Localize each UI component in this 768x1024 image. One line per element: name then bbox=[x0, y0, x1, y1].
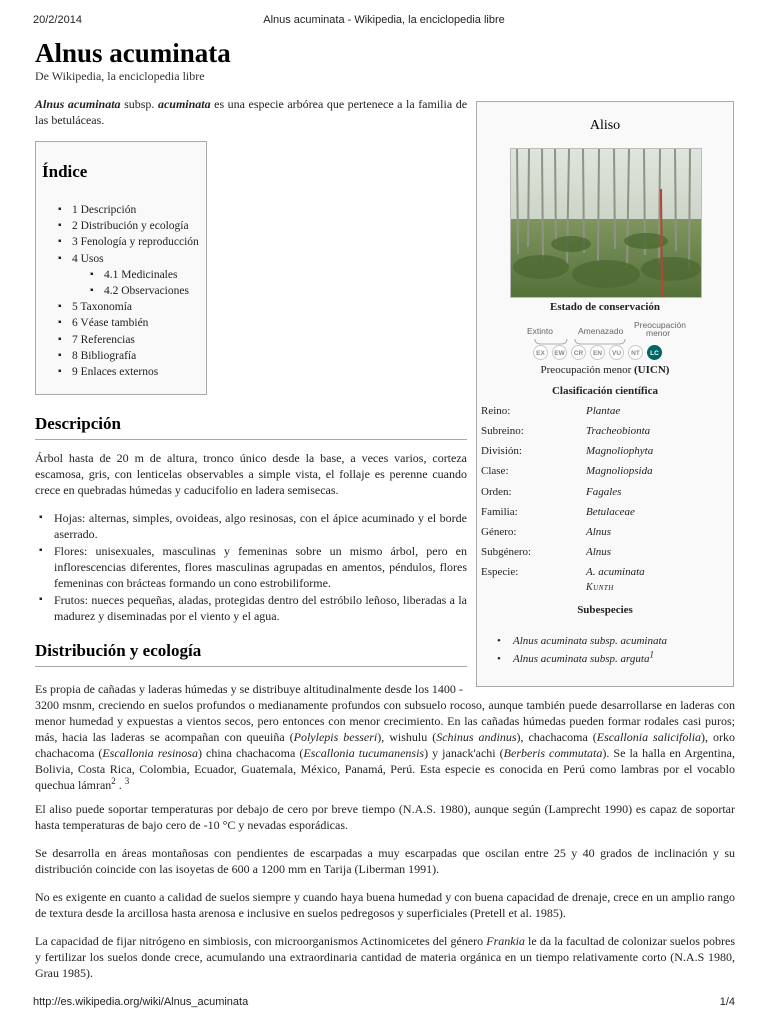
taxonomy-row: Subgénero: Alnus bbox=[481, 546, 612, 558]
toc-item-bibliografia[interactable]: ▪ 8 Bibliografía bbox=[58, 348, 199, 364]
toc-item-fenologia[interactable]: ▪ 3 Fenología y reproducción bbox=[58, 234, 199, 250]
reference-link[interactable]: 1 bbox=[649, 649, 654, 660]
label-extinct: Extinto bbox=[527, 326, 553, 336]
taxonomy-row: División: Magnoliophyta bbox=[481, 445, 654, 457]
distribucion-paragraph-1: 3200 msnm, creciendo en suelos profundos o medianamente profundos con subsuelo rocoso, aunque también puede desarrollarse en laderas con menor humedad y expuestas a vientos secos, pero entonces con menor crecimiento. En las cañadas húmedas pueden formar rodales casi puros; más, hacia las laderas se acompañan con queuiña (Polylepis besseri), wishulu (Schinus andinus), chachacoma (Escallonia salicifolia), orko chachacoma (Escallonia resinosa) china chachacoma (Escallonia tucumanensis) y janack'achi (Berberis commutata). Se la halla en Argentina, Bolivia, Costa Rica, Colombia, Ecuador, Guatemala, México, Panamá, Perú. Esta especie es conocida en Perú como lambras por el vocablo quechua lámran$^2$ . $^3$ bbox=[35, 698, 736, 792]
taxonomy-row: Orden: Fagales bbox=[481, 486, 622, 498]
authority-link[interactable]: Kunth bbox=[586, 582, 614, 593]
print-doc-title: Alnus acuminata - Wikipedia, la enciclopedia libre bbox=[263, 14, 505, 26]
toc-item-medicinales[interactable]: ▪ 4.1 Medicinales bbox=[58, 267, 199, 283]
descripcion-paragraph: Árbol hasta de 20 m de altura, tronco único desde la base, a veces varios, corteza escamosa, gris, con lenticelas observables a simple vista, el follaje es perenne cuando crece en quebradas húmedas y caducifolio en ladera semisecas. bbox=[35, 451, 467, 497]
conservation-status: Preocupación menor (UICN) bbox=[540, 364, 670, 376]
print-page-number: 1/4 bbox=[719, 996, 735, 1008]
toc-item-descripcion[interactable]: ▪ 1 Descripción bbox=[58, 202, 199, 218]
toc-item-usos[interactable]: ▪ 4 Usos bbox=[58, 251, 199, 267]
toc-item-referencias[interactable]: ▪ 7 Referencias bbox=[58, 332, 199, 348]
status-circle-ew: EW bbox=[552, 345, 567, 360]
subspecies-heading: Subespecies bbox=[577, 604, 633, 616]
taxonomy-row: Subreino: Tracheobionta bbox=[481, 425, 651, 437]
section-divider bbox=[35, 439, 467, 440]
print-url: http://es.wikipedia.org/wiki/Alnus_acuminata bbox=[33, 996, 249, 1008]
toc-title: Índice bbox=[42, 162, 88, 181]
forest-image bbox=[511, 149, 701, 297]
taxonomy-authority-row bbox=[481, 582, 729, 600]
taxonomy-row: Familia: Betulaceae bbox=[481, 506, 635, 518]
list-item: ▪ Frutos: nueces pequeñas, aladas, protegidas dentro del estróbilo leñoso, liberadas a la madurez y diseminadas por el viento y el agua. bbox=[35, 592, 467, 624]
species-photo[interactable] bbox=[510, 148, 702, 298]
toc-item-enlaces[interactable]: ▪ 9 Enlaces externos bbox=[58, 364, 199, 380]
list-item: ▪ Flores: unisexuales, masculinas y femeninas sobre un mismo árbol, pero en inflorescencias diferentes, flores masculinas agrupadas en amentos, péndulos, flores femeninas con brácteas formando un cono estrobiliforme. bbox=[35, 543, 467, 591]
toc-item-vease[interactable]: ▪ 6 Véase también bbox=[58, 315, 199, 331]
subspecies-list bbox=[495, 632, 667, 668]
descripcion-list bbox=[35, 510, 467, 625]
status-circle-lc: LC bbox=[647, 345, 662, 360]
page-title: Alnus acuminata bbox=[35, 38, 231, 68]
list-item: • Alnus acuminata subsp. arguta$^1$ bbox=[495, 650, 667, 668]
conservation-heading: Estado de conservación bbox=[550, 301, 660, 313]
section-divider bbox=[35, 666, 467, 667]
print-header bbox=[33, 14, 735, 30]
lead-subspecies: acuminata bbox=[157, 97, 211, 111]
label-least-concern-1: Preocupación bbox=[634, 320, 686, 330]
status-circle-vu: VU bbox=[609, 345, 624, 360]
section-heading-distribucion: Distribución y ecología bbox=[35, 641, 202, 660]
lead-name: Alnus acuminata bbox=[35, 97, 121, 111]
status-circle-en: EN bbox=[590, 345, 605, 360]
taxonomy-row: Especie: A. acuminata bbox=[481, 566, 645, 578]
distribucion-paragraph-2: El aliso puede soportar temperaturas por debajo de cero por breve tiempo (N.A.S. 1980), aunque según (Lamprecht 1990) es capaz de soportar hasta temperaturas de bajo cero de -10 °C y nevadas esporádicas. bbox=[35, 802, 735, 832]
taxonomy-row: Reino: Plantae bbox=[481, 405, 621, 417]
taxobox bbox=[476, 101, 734, 687]
label-least-concern-2: menor bbox=[646, 328, 671, 338]
lead-paragraph: Alnus acuminata subsp. acuminata es una especie arbórea que pertenece a la familia de las betuláceas. bbox=[35, 97, 468, 127]
status-circle-cr: CR bbox=[571, 345, 586, 360]
iucn-link[interactable]: (UICN) bbox=[634, 364, 670, 376]
page-subtitle: De Wikipedia, la enciclopedia libre bbox=[35, 69, 205, 83]
label-threatened: Amenazado bbox=[578, 326, 624, 336]
toc-item-taxonomia[interactable]: ▪ 5 Taxonomía bbox=[58, 299, 199, 315]
print-date: 20/2/2014 bbox=[33, 14, 82, 26]
taxonomy-row: Clase: Magnoliopsida bbox=[481, 465, 653, 477]
print-footer bbox=[33, 996, 735, 1012]
status-circle-ex: EX bbox=[533, 345, 548, 360]
table-of-contents bbox=[35, 141, 207, 395]
toc-item-observaciones[interactable]: ▪ 4.2 Observaciones bbox=[58, 283, 199, 299]
list-item: • Alnus acuminata subsp. acuminata bbox=[495, 632, 667, 650]
status-circle-nt: NT bbox=[628, 345, 643, 360]
distribucion-paragraph-4: No es exigente en cuanto a calidad de suelos siempre y cuando haya buena humedad y con buena capacidad de drenaje, crece en un amplio rango de textura desde la arcillosa hasta arenosa e inclusive en suelos pedregosos y superficiales (Pretell et al. 1985). bbox=[35, 890, 735, 920]
classification-heading: Clasificación científica bbox=[551, 385, 658, 397]
section-heading-descripcion: Descripción bbox=[35, 414, 121, 433]
taxonomy-row: Género: Alnus bbox=[481, 526, 612, 538]
list-item: ▪ Hojas: alternas, simples, ovoideas, algo resinosas, con el ápice acuminado y el borde aserrado. bbox=[35, 510, 467, 542]
distribucion-line1: Es propia de cañadas y laderas húmedas y se distribuye altitudinalmente desde los 1400 - bbox=[35, 682, 463, 696]
distribucion-paragraph-3: Se desarrolla en áreas montañosas con pendientes de escarpadas a muy escarpadas que oscilan entre 25 y 40 grados de inclinación y su distribución coincide con las isoyetas de 600 a 1200 mm en Tarija (Liberman 1991). bbox=[35, 846, 735, 876]
taxobox-title: Aliso bbox=[589, 118, 621, 133]
reference-link[interactable]: 2 bbox=[111, 776, 116, 786]
toc-item-distribucion[interactable]: ▪ 2 Distribución y ecología bbox=[58, 218, 199, 234]
reference-link[interactable]: 3 bbox=[124, 776, 130, 786]
distribucion-paragraph-5: La capacidad de fijar nitrógeno en simbiosis, con microorganismos Actinomicetes del género Frankia le da la facultad de colonizar suelos pobres y fertilizar los suelos donde crece, acumulando una extraordinaria cantidad de materia orgánica en un tiempo relativamente corto (N.A.S 1980, Grau 1985). bbox=[35, 934, 736, 980]
